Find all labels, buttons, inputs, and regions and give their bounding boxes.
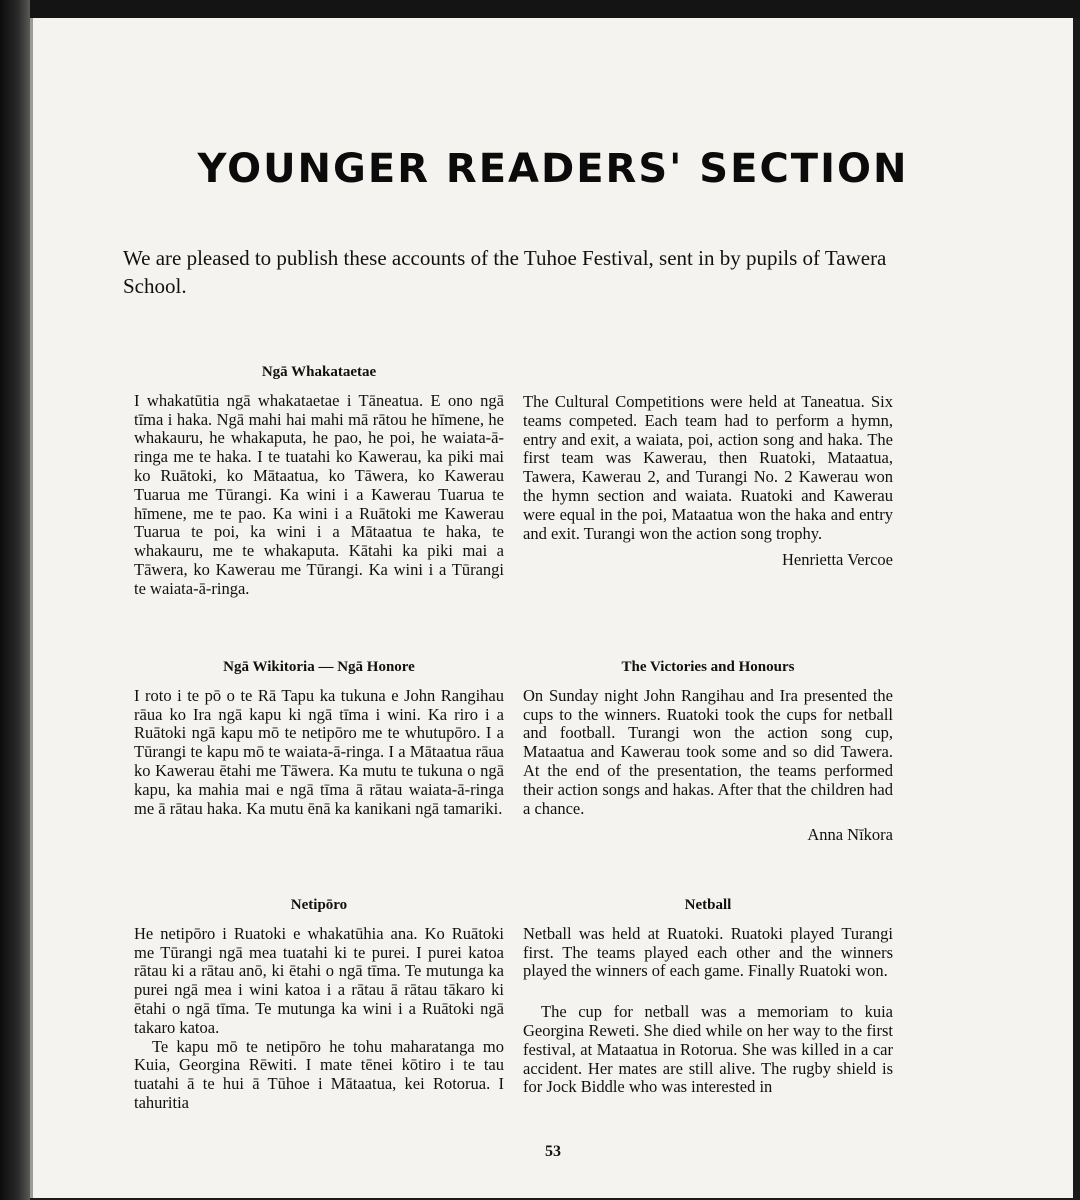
section-heading: Ngā Whakataetae [261, 364, 377, 380]
section-text: The Cultural Competitions were held at Taneatua. Six teams competed. Each team had to perform a hymn, entry and exit, a waiata, poi, action song and haka. The first team was Kawerau, then Ruatoki, Mataatua, Tawera, Kawerau 2, and Turangi No. 2 Kawerau won the hymn section and waiata. Ruatoki and Kawerau were equal in the poi, Mataatua won the haka and entry and exit. Turangi won the action song trophy. [523, 392, 893, 543]
section-netball [523, 896, 893, 1097]
section-text: The cup for netball was a memoriam to kuia Georgina Reweti. She died while on her way to the first festival, at Mataatua in Rotorua. She was killed in a car accident. Her mates are still alive. The rugby shield is for Jock Biddle who was interested in [523, 1002, 893, 1097]
section-netiporo [134, 896, 504, 1113]
section-text: I roto i te pō o te Rā Tapu ka tukuna e John Rangihau rāua ko Ira ngā kapu ki ngā tīma i wini. Ka riro i a Ruātoki ngā kapu mō te netipōro me te whutupōro. I a Tūrangi te kapu mō te waiata-ā-ringa. I a Mātaatua rāua ko Kawerau ētahi me Tāwera. Ka mutu te tukuna o ngā kapu, ka mahia mai e ngā tīma ā rātau waiata-ā-ringa me ā rātau haka. Ka mutu ēnā ka kanikani ngā tamariki. [134, 685, 504, 818]
page-title: YOUNGER READERS' SECTION [197, 146, 909, 192]
section-heading: The Victories and Honours [621, 659, 795, 675]
section-text: He netipōro i Ruatoki e whakatūhia ana. Ko Ruātoki me Tūrangi ngā mea tuatahi ki te purei. I purei katoa rātau ki a rātau anō, ki ētahi o ngā tīma. Te mutunga ka purei ngā mea i wini katoa i a rātau ā rātau tākaro ki ētahi o ngā tīma. Te mutunga ka wini i a Ruātoki ngā takaro katoa. [134, 923, 504, 1037]
section-nga-wikitoria [134, 658, 504, 818]
section-cultural [523, 393, 893, 570]
section-heading: Ngā Wikitoria — Ngā Honore [223, 659, 415, 675]
section-heading: Netball [684, 897, 732, 913]
page [30, 18, 1073, 1198]
author: Anna Nīkora [807, 825, 893, 845]
scan-top-edge [0, 0, 1080, 18]
page-number: 53 [545, 1143, 561, 1160]
paragraph-spacer [523, 981, 893, 1003]
section-victories [523, 658, 893, 845]
section-text: Te kapu mō te netipōro he tohu maharatanga mo Kuia, Georgina Rēwiti. I mate tēnei kōtiro i te tau tuatahi ā te hui ā Tūhoe i Mātaatua, kei Rotorua. I tahuritia [134, 1036, 504, 1112]
section-nga-whakataetae [134, 363, 504, 599]
section-text: On Sunday night John Rangihau and Ira presented the cups to the winners. Ruatoki took the cups for netball and football. Turangi won the action song cup, Mataatua and Kawerau took some and so did Tawera. At the end of the presentation, the teams performed their action songs and hakas. After that the children had a chance. [523, 685, 893, 818]
author: Henrietta Vercoe [781, 550, 893, 570]
section-text: I whakatūtia ngā whakataetae i Tāneatua. E ono ngā tīma i haka. Ngā mahi hai mahi mā rātou he hīmene, he whakauru, he whakaputa, he pao, he poi, he waiata-ā-ringa me te haka. I te tuatahi ko Kawerau, ka piki mai ko Ruātoki, ko Mātaatua, ko Tāwera, ko Kawerau Tuarua me Tūrangi. Ka wini i a Kawerau Tuarua te hīmene, me te pao. Ka wini i a Ruātoki me Kawerau Tuarua te poi, ka wini i a Mātaatua te haka, te whakauru, me te whakaputa. Kātahi ka piki mai a Tāwera, ko Kawerau me Tūrangi. Ka wini i a Tūrangi te waiata-ā-ringa. [134, 390, 504, 598]
intro-paragraph: We are pleased to publish these accounts of the Tuhoe Festival, sent in by pupils of Tawera School. [123, 246, 887, 298]
section-heading: Netipōro [290, 897, 348, 913]
scan-left-edge [0, 0, 30, 1200]
section-text: Netball was held at Ruatoki. Ruatoki played Turangi first. The teams played each other and the winners played the winners of each game. Finally Ruatoki won. [523, 923, 893, 981]
